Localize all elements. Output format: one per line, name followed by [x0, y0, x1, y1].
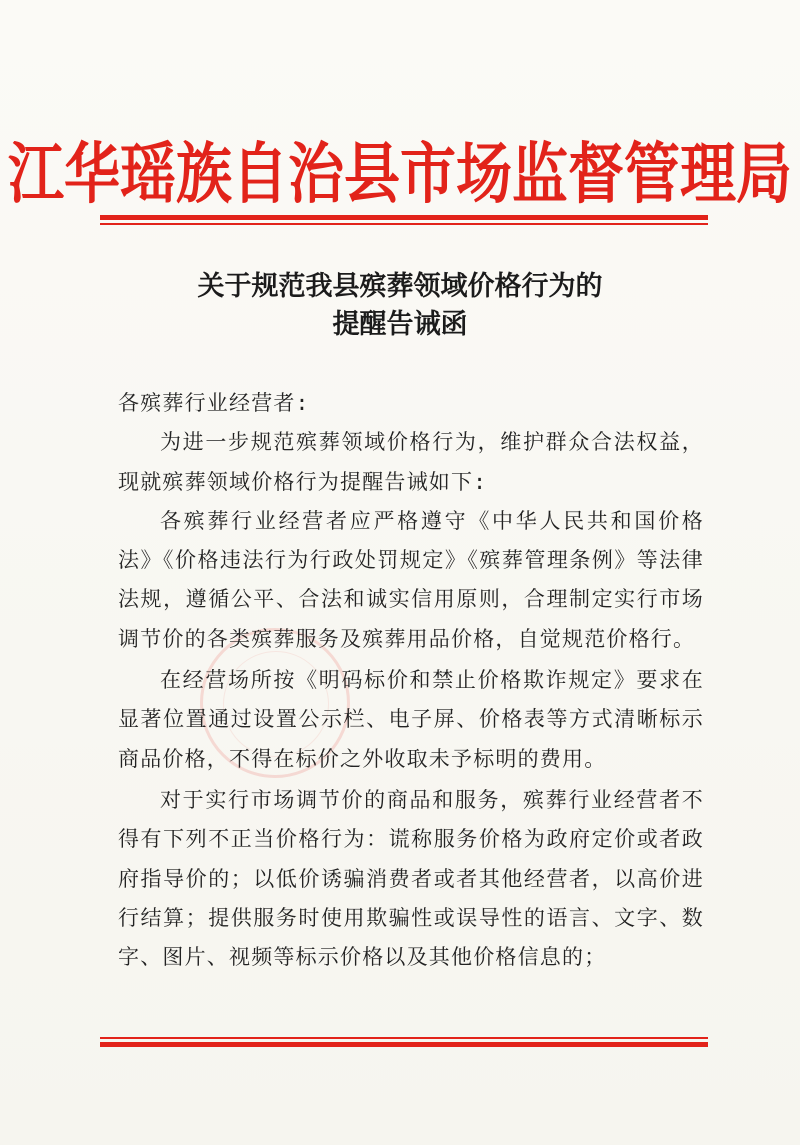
footer-divider-thick [100, 1042, 708, 1047]
paragraph-prohibited-conduct: 对于实行市场调节价的商品和服务，殡葬行业经营者不得有下列不正当价格行为：谎称服务价格为政府定价或者政府指导价的；以低价诱骗消费者或者其他经营者，以高价进行结算；提供服务时使用欺骗性或误导性的语言、文字、数字、图片、视频等标示价格以及其他价格信息的； [118, 787, 704, 970]
letterhead-divider-thin [100, 223, 708, 225]
paragraph-intro: 为进一步规范殡葬领域价格行为，维护群众合法权益，现就殡葬领域价格行为提醒告诫如下: [118, 430, 704, 494]
document-title [0, 268, 800, 344]
agency-letterhead: 江华瑶族自治县市场监督管理局 [8, 134, 792, 213]
document-title-line-1: 关于规范我县殡葬领域价格行为的 [197, 271, 603, 302]
paragraph-price-marking: 在经营场所按《明码标价和禁止价格欺诈规定》要求在显著位置通过设置公示栏、电子屏、价格表等方式清晰标示商品价格，不得在标价之外收取未予标明的费用。 [118, 668, 704, 771]
salutation: 各殡葬行业经营者: [118, 391, 310, 415]
letterhead-divider-thick [100, 215, 708, 220]
paragraph-legal-compliance: 各殡葬行业经营者应严格遵守《中华人民共和国价格法》《价格违法行为行政处罚规定》《殡葬管理条例》等法律法规，遵循公平、合法和诚实信用原则，合理制定实行市场调节价的各类殡葬服务及殡葬用品价格，自觉规范价格行。 [118, 508, 704, 651]
footer-divider-thin [100, 1037, 708, 1039]
document-body [118, 384, 704, 977]
document-title-line-2: 提醒告诫函 [332, 309, 468, 340]
